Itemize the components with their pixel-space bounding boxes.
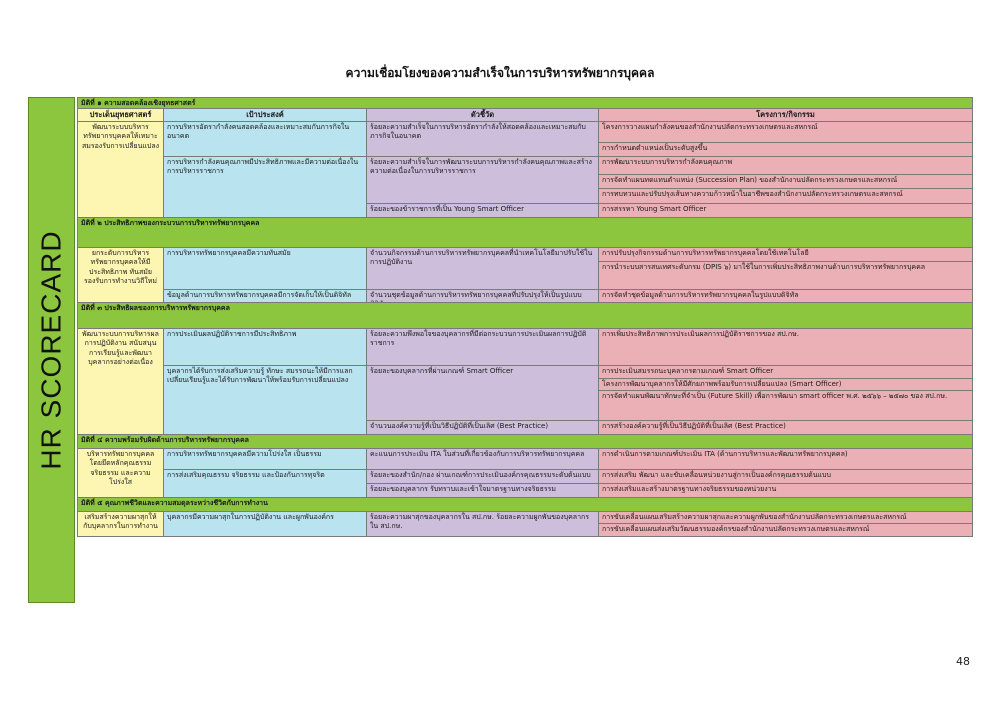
dimension-2-header: มิติที่ ๒ ประสิทธิภาพของกระบวนการบริหารทรัพยากรบุคคล bbox=[77, 217, 973, 248]
d1-goal-1: การบริหารอัตรากำลังคนสอดคล้องและเหมาะสมกับภารกิจในอนาคต bbox=[163, 121, 367, 157]
dimension-5-header: มิติที่ ๕ คุณภาพชีวิตและความสมดุลระหว่างชีวิตกับการทำงาน bbox=[77, 497, 973, 512]
d5-project-2: การขับเคลื่อนแผนส่งเสริมวัฒนธรรมองค์กรของสำนักงานปลัดกระทรวงเกษตรและสหกรณ์ bbox=[602, 525, 870, 533]
d4-project-2: การส่งเสริม พัฒนา และขับเคลื่อนหน่วยงานสู่การเป็นองค์กรคุณธรรมต้นแบบ bbox=[598, 469, 973, 484]
d4-issue: บริหารทรัพยากรบุคคล โดยยึดหลักคุณธรรม จริยธรรม และความโปร่งใส bbox=[77, 448, 164, 498]
d4-goal-1: การบริหารทรัพยากรบุคคลมีความโปร่งใส เป็นธรรม bbox=[163, 448, 367, 470]
d3-issue: พัฒนาระบบการบริหารผลการปฏิบัติงาน สนับสนุนการเรียนรู้และพัฒนาบุคลากรอย่างต่อเนื่อง bbox=[77, 328, 164, 435]
d1-project-5: การทบทวนและปรับปรุงเส้นทางความก้าวหน้าในอาชีพของสำนักงานปลัดกระทรวงเกษตรและสหกรณ์ bbox=[598, 188, 973, 204]
d5-project-1: การขับเคลื่อนแผนเสริมสร้างความผาสุกและความผูกพันของสำนักงานปลัดกระทรวงเกษตรและสหกรณ์ bbox=[599, 512, 972, 524]
d2-project-1: การปรับปรุงกิจกรรมด้านการบริหารทรัพยากรบุคคลโดยใช้เทคโนโลยี bbox=[598, 247, 973, 262]
d1-project-2: การกำหนดตำแหน่งเป็นระดับสูงขึ้น bbox=[598, 142, 973, 157]
d5-project-group bbox=[598, 511, 973, 537]
d1-project-4: การจัดทำแผนทดแทนตำแหน่ง (Succession Plan) ของสำนักงานปลัดกระทรวงเกษตรและสหกรณ์ bbox=[598, 174, 973, 189]
page-title: ความเชื่อมโยงของความสำเร็จในการบริหารทรัพยากรบุคคล bbox=[345, 66, 655, 80]
dimension-1-header: มิติที่ ๑ ความสอดคล้องเชิงยุทธศาสตร์ bbox=[77, 97, 973, 109]
d1-indicator-2: ร้อยละความสำเร็จในการพัฒนาระบบการบริหารกำลังคนคุณภาพและสร้างความต่อเนื่องในการบริหารราชการ bbox=[366, 156, 599, 204]
d3-project-4: การจัดทำแผนพัฒนาทักษะที่จำเป็น (Future Skill) เพื่อการพัฒนา smart officer พ.ศ. ๒๕๖๖ – ๒๕๗๐ ของ สป.กษ. bbox=[598, 390, 973, 421]
d2-project-3: การจัดทำชุดข้อมูลด้านการบริหารทรัพยากรบุคคลในรูปแบบดิจิทัล bbox=[598, 289, 973, 303]
d3-indicator-1: ร้อยละความพึงพอใจของบุคลากรที่มีต่อกระบวนการประเมินผลการปฏิบัติราชการ bbox=[366, 328, 599, 366]
d2-issue: ยกระดับการบริหารทรัพยากรบุคคลให้มีประสิทธิภาพ ทันสมัย รองรับการทำงานวิถีใหม่ bbox=[77, 247, 164, 303]
d2-goal-1: การบริหารทรัพยากรบุคคลมีความทันสมัย bbox=[163, 247, 367, 290]
d4-indicator-2: ร้อยละของสำนัก/กอง ผ่านเกณฑ์การประเมินองค์กรคุณธรรมระดับต้นแบบ bbox=[366, 469, 599, 484]
dimension-4-header: มิติที่ ๔ ความพร้อมรับผิดด้านการบริหารทรัพยากรบุคคล bbox=[77, 434, 973, 449]
d3-indicator-2: ร้อยละของบุคลากรที่ผ่านเกณฑ์ Smart Officer bbox=[366, 365, 599, 421]
d3-goal-1: การประเมินผลปฏิบัติราชการมีประสิทธิภาพ bbox=[163, 328, 367, 366]
d4-project-3: การส่งเสริมและสร้างมาตรฐานทางจริยธรรมของหน่วยงาน bbox=[598, 483, 973, 498]
d4-indicator-3: ร้อยละของบุคลากร รับทราบและเข้าใจมาตรฐานทางจริยธรรม bbox=[366, 483, 599, 498]
d2-goal-2: ข้อมูลด้านการบริหารทรัพยากรบุคคลมีการจัดเก็บให้เป็นดิจิทัล bbox=[163, 289, 367, 303]
d1-indicator-3: ร้อยละของข้าราชการที่เป็น Young Smart Officer bbox=[366, 203, 599, 218]
header-goal: เป้าประสงค์ bbox=[163, 108, 367, 122]
d3-project-5: การสร้างองค์ความรู้ที่เป็นวิธีปฏิบัติที่เป็นเลิศ (Best Practice) bbox=[598, 420, 973, 435]
d4-goal-2: การส่งเสริมคุณธรรม จริยธรรม และป้องกันการทุจริต bbox=[163, 469, 367, 498]
d1-project-6: การสรรหา Young Smart Officer bbox=[598, 203, 973, 218]
d1-project-1: โครงการวางแผนกำลังคนของสำนักงานปลัดกระทรวงเกษตรและสหกรณ์ bbox=[598, 121, 973, 143]
d1-project-3: การพัฒนาระบบการบริหารกำลังคนคุณภาพ bbox=[598, 156, 973, 175]
d2-indicator-2: จำนวนชุดข้อมูลด้านการบริหารทรัพยากรบุคคลที่ปรับปรุงให้เป็นรูปแบบ bbox=[366, 289, 599, 303]
d1-issue: พัฒนาระบบบริหารทรัพยากรบุคคลให้เหมาะสมรองรับการเปลี่ยนแปลง bbox=[77, 121, 164, 218]
header-issue: ประเด็นยุทธศาสตร์ bbox=[77, 108, 164, 122]
d5-indicator-1: ร้อยละความผาสุกของบุคลากรใน สป.กษ. ร้อยละความผูกพันของบุคลากรใน สป.กษ. bbox=[366, 511, 599, 537]
dimension-3-header: มิติที่ ๓ ประสิทธิผลของการบริหารทรัพยากรบุคคล bbox=[77, 302, 973, 329]
scorecard-table bbox=[77, 97, 972, 603]
d3-project-1: การเพิ่มประสิทธิภาพการประเมินผลการปฏิบัติราชการของ สป.กษ. bbox=[598, 328, 973, 366]
hr-scorecard-side-label bbox=[28, 97, 75, 603]
d2-project-2: การนำระบบสารสนเทศระดับกรม (DPIS ๖) มาใช้ในการเพิ่มประสิทธิภาพงานด้านการบริหารทรัพยากรบุคคล bbox=[598, 261, 973, 290]
d5-goal-1: บุคลากรมีความผาสุกในการปฏิบัติงาน และผูกพันองค์กร bbox=[163, 511, 367, 537]
d1-goal-2: การบริหารกำลังคนคุณภาพมีประสิทธิภาพและมีความต่อเนื่องในการบริหารราชการ bbox=[163, 156, 367, 218]
d1-indicator-1: ร้อยละความสำเร็จในการบริหารอัตรากำลังให้สอดคล้องและเหมาะสมกับภารกิจในอนาคต bbox=[366, 121, 599, 157]
header-indicator: ตัวชี้วัด bbox=[366, 108, 599, 122]
d3-goal-2: บุคลากรได้รับการส่งเสริมความรู้ ทักษะ สมรรถนะให้มีการแลกเปลี่ยนเรียนรู้และได้รับการพัฒนาให้พร้อมรับการเปลี่ยนแปลง bbox=[163, 365, 367, 435]
d3-project-3: โครงการพัฒนาบุคลากรให้มีศักยภาพพร้อมรับการเปลี่ยนแปลง (Smart Officer) bbox=[598, 378, 973, 391]
d3-indicator-3: จำนวนองค์ความรู้ที่เป็นวิธีปฏิบัติที่เป็นเลิศ (Best Practice) bbox=[366, 420, 599, 435]
side-label-text: HR SCORECARD bbox=[35, 230, 67, 470]
d4-indicator-1: คะแนนการประเมิน ITA ในส่วนที่เกี่ยวข้องกับการบริหารทรัพยากรบุคคล bbox=[366, 448, 599, 470]
header-project: โครงการ/กิจกรรม bbox=[598, 108, 973, 122]
d5-issue: เสริมสร้างความผาสุกให้กับบุคลากรในการทำงาน bbox=[77, 511, 164, 537]
page-number: 48 bbox=[956, 655, 970, 668]
d3-project-2: การประเมินสมรรถนะบุคลากรตามเกณฑ์ Smart Officer bbox=[598, 365, 973, 379]
d4-project-1: การดำเนินการตามเกณฑ์ประเมิน ITA (ด้านการบริหารและพัฒนาทรัพยากรบุคคล) bbox=[598, 448, 973, 470]
d2-indicator-1: จำนวนกิจกรรมด้านการบริหารทรัพยากรบุคคลที่นำเทคโนโลยีมาปรับใช้ในการปฏิบัติงาน bbox=[366, 247, 599, 290]
